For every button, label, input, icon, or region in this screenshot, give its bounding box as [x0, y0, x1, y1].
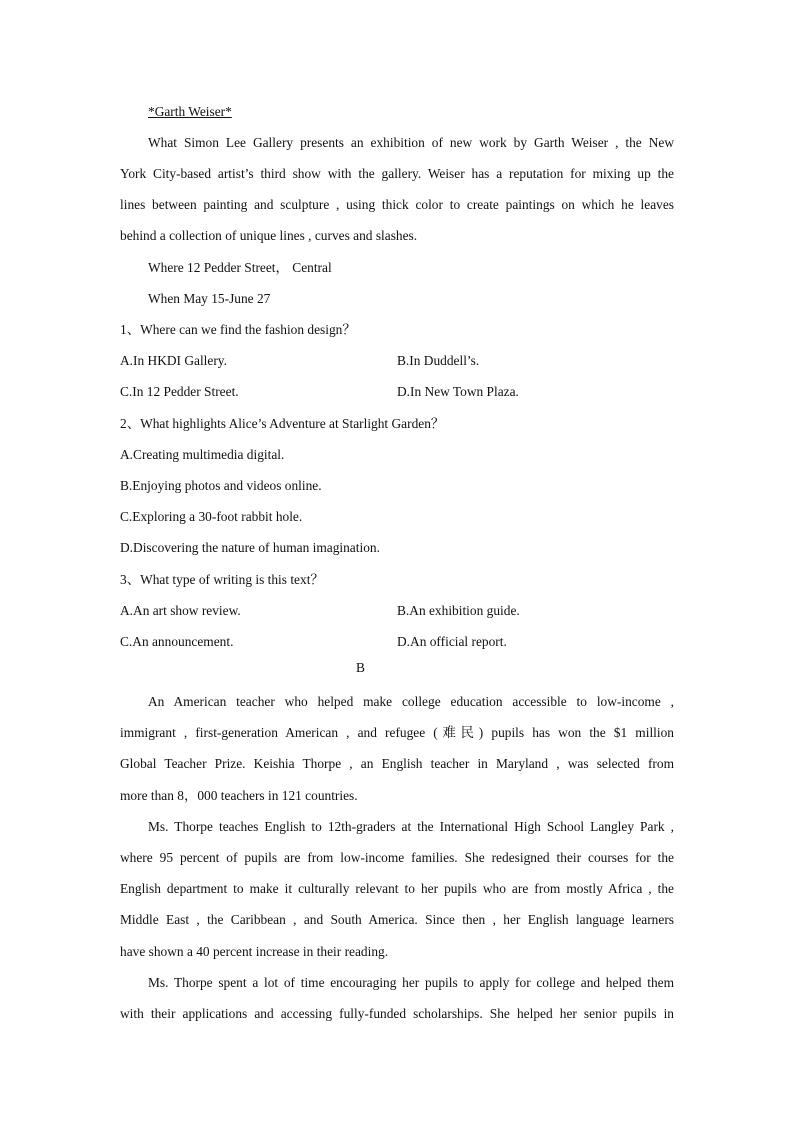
paragraph-line: have shown a 40 percent increase in their reading. — [120, 944, 389, 959]
paragraph-line: immigrant , first-generation American , and refugee (难民) pupils has won the $1 million — [120, 725, 674, 740]
option-d: D.An official report. — [397, 634, 507, 649]
paragraph-line: An American teacher who helped make college education accessible to low-income , — [148, 694, 674, 709]
section-heading: B — [356, 660, 365, 675]
paragraph-line: Ms. Thorpe teaches English to 12th-graders at the International High School Langley Park , — [148, 819, 674, 834]
paragraph-line: Global Teacher Prize. Keishia Thorpe , an English teacher in Maryland , was selected from — [120, 756, 674, 771]
event-description-line: What Simon Lee Gallery presents an exhibition of new work by Garth Weiser , the New — [148, 135, 674, 150]
option-b: B.Enjoying photos and videos online. — [120, 478, 322, 493]
event-description-line: lines between painting and sculpture , using thick color to create paintings on which he leaves — [120, 197, 674, 212]
event-title: *Garth Weiser* — [148, 104, 232, 119]
option-a: A.An art show review. — [120, 603, 241, 618]
paragraph-line: where 95 percent of pupils are from low-income families. She redesigned their courses for the — [120, 850, 674, 865]
paragraph-line: English department to make it culturally relevant to her pupils who are from mostly Africa , the — [120, 881, 674, 896]
question-stem: 2、What highlights Alice’s Adventure at Starlight Garden？ — [120, 416, 445, 431]
option-a: A.In HKDI Gallery. — [120, 353, 227, 368]
option-c: C.An announcement. — [120, 634, 234, 649]
option-c: C.Exploring a 30-foot rabbit hole. — [120, 509, 303, 524]
paragraph-line: more than 8，000 teachers in 121 countries. — [120, 788, 358, 803]
event-description-line: behind a collection of unique lines , curves and slashes. — [120, 228, 418, 243]
paragraph-line: Middle East , the Caribbean , and South America. Since then , her English language learners — [120, 912, 674, 927]
option-d: D.In New Town Plaza. — [397, 384, 519, 399]
option-a: A.Creating multimedia digital. — [120, 447, 285, 462]
event-where: Where 12 Pedder Street， Central — [148, 260, 332, 275]
question-stem: 3、What type of writing is this text？ — [120, 572, 324, 587]
option-b: B.An exhibition guide. — [397, 603, 520, 618]
option-b: B.In Duddell’s. — [397, 353, 480, 368]
option-d: D.Discovering the nature of human imagination. — [120, 540, 380, 555]
event-description-line: York City-based artist’s third show with the gallery. Weiser has a reputation for mixing up the — [120, 166, 674, 181]
question-stem: 1、Where can we find the fashion design？ — [120, 322, 356, 337]
paragraph-line: with their applications and accessing fully-funded scholarships. She helped her senior pupils in — [120, 1006, 674, 1021]
event-when: When May 15-June 27 — [148, 291, 271, 306]
paragraph-line: Ms. Thorpe spent a lot of time encouraging her pupils to apply for college and helped them — [148, 975, 674, 990]
option-c: C.In 12 Pedder Street. — [120, 384, 239, 399]
